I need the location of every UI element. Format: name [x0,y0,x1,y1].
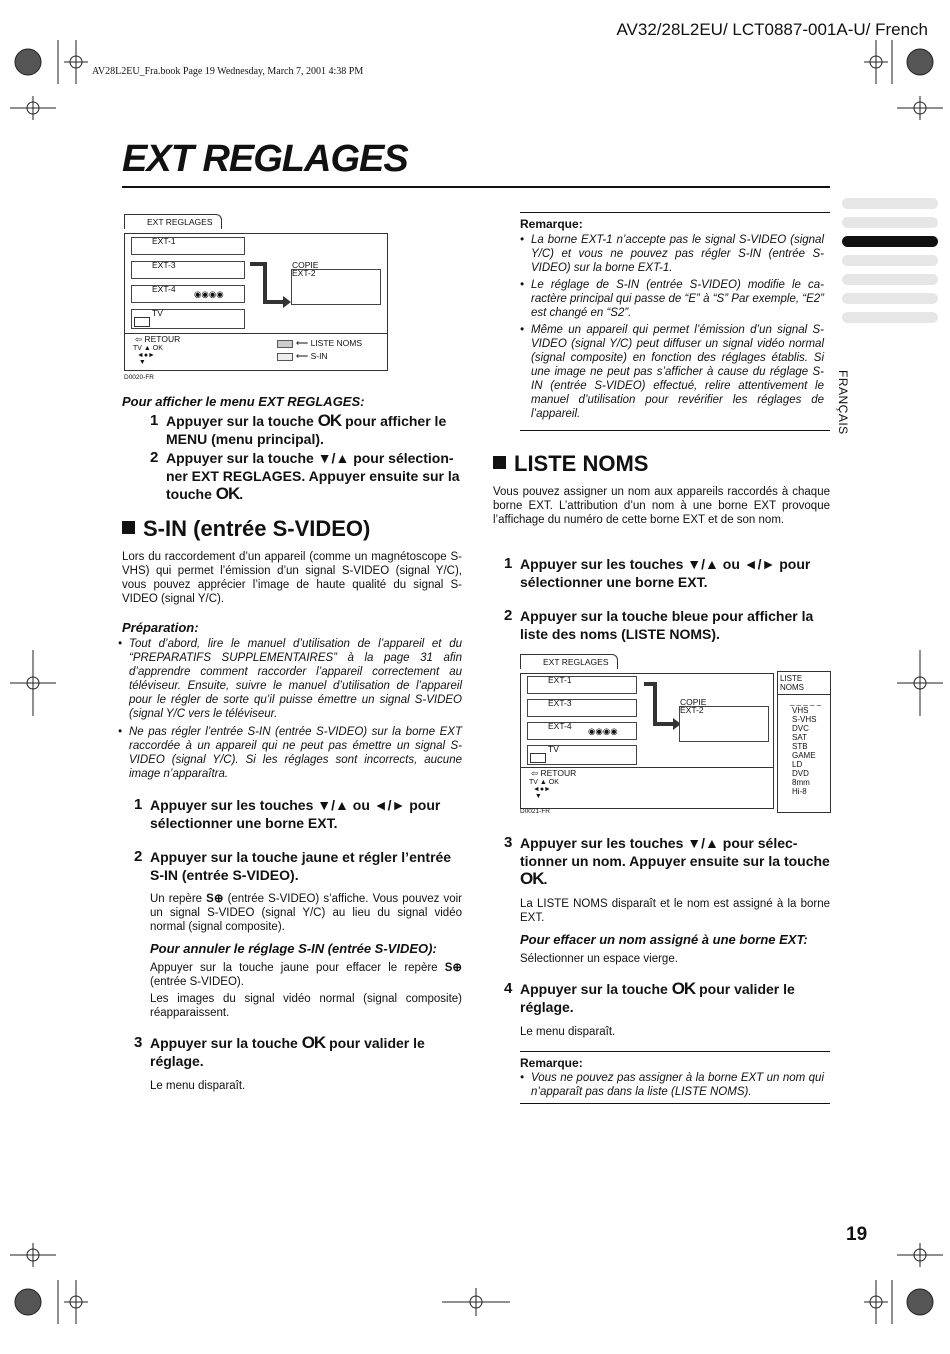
note2-list [520,1071,824,1099]
ok-button-icon: OK [301,1033,326,1052]
intro-heading: Pour afficher le menu EXT REGLAGES: [122,394,365,409]
ok-button-icon: OK [215,484,240,503]
list-item: • Même un appareil qui permet l’émission d’un signal S-VIDEO (signal Y/C) peut diffuser un signal vidéo normal (signal composite) en fonction des réglages établis. Si une image ne peut pas s’afficher à cause du réglage S-IN (entrée S-VIDEO) effectué, relire attentivement le manuel d’utilisation pour revérifier les réglages de l’appareil. [520,323,824,421]
osd-copy-box: COPIE EXT-2 [291,269,381,305]
osd-figure-liste-noms [520,651,832,819]
osd-row-tv: TV [131,309,245,329]
cancel-body-2: Les images du signal vidéo normal (signal composite) réapparaissent. [150,993,462,1019]
osd-row-tv: TV [527,745,637,765]
title-rule [122,186,830,188]
osd-tab [520,654,618,669]
intro-step-2: 2 Appuyer sur la touche ▼/▲ pour sélectionner EXT REGLAGES. Appuyer ensuite sur la touche OK. [150,449,460,503]
osd-row-ext4: EXT-4 ◉◉◉◉ [527,722,637,740]
s-in-step-3: 3 Appuyer sur la touche OK pour valider le réglage. [134,1033,425,1069]
liste-step-1: 1 Appuyer sur les touches ▼/▲ ou ◄/► pour sélectionner une borne EXT. [504,555,811,590]
osd-row-ext1: EXT-1 [131,237,245,255]
language-tab-label: FRANÇAIS [836,370,850,435]
note2-heading: Remarque: [520,1056,583,1070]
tv-icon [134,317,150,327]
remote-keys-icon: TV ▲ OK ◄●► ▼ [133,345,163,366]
side-tab [842,312,938,323]
side-tabs [842,198,938,331]
osd-copy-box: COPIE EXT-2 [679,706,769,742]
legend-liste-noms: ⟵ LISTE NOMS [277,338,362,349]
list-item: • Vous ne pouvez pas assigner à la borne EXT un nom qui n’apparaît pas dans la liste (LISTE NOMS). [520,1071,824,1099]
note-rule-top [520,212,830,213]
figure-code: D0020-FR [124,374,154,381]
list-item: • Ne pas régler l’entrée S-IN (entrée S-VIDEO) sur la borne EXT raccordée à un appareil qui ne peut pas émettre un signal S-VIDEO (signal Y/C). Si les réglages sont incorrects, aucune image n’apparaîtra. [118,725,462,781]
remote-keys-icon: TV ▲ OK ◄●► ▼ [529,779,559,800]
side-tab [842,217,938,228]
note-rule-bottom [520,430,830,431]
osd-row-ext1: EXT-1 [527,676,637,694]
copy-arrow-icon [245,262,295,322]
osd-row-ext4: EXT-4 ◉◉◉◉ [131,285,245,303]
liste-step-4-body: Le menu disparaît. [520,1026,616,1038]
liste-step-3: 3 Appuyer sur les touches ▼/▲ pour sélectionner un nom. Appuyer ensuite sur la touche OK. [504,834,830,888]
liste-noms-item: Hi-8 [792,787,807,796]
intro-step-1: 1 Appuyer sur la touche OK pour afficher le MENU (menu principal). [150,411,447,447]
retour-label: ⇦ RETOUR [135,334,181,344]
liste-noms-item: VHS [792,706,809,715]
legend-s-in: ⟵ S-IN [277,351,328,362]
erase-body: Sélectionner un espace vierge. [520,953,678,965]
side-tab [842,198,938,209]
preparation-list [118,637,462,781]
osd-panel [124,233,388,371]
liste-noms-item: 8mm [792,778,810,787]
liste-noms-item: STB [792,742,808,751]
erase-heading: Pour effacer un nom assigné à une borne EXT: [520,932,808,947]
page-title: EXT REGLAGES [122,138,408,180]
side-tab [842,274,938,285]
list-item: • Le réglage de S-IN (entrée S-VIDEO) modifie le caractère principal qui passe de “E” à “S” Par exemple, “E2” est changé en “S2”. [520,278,824,320]
s-in-step-3-body: Le menu disparaît. [150,1080,246,1092]
section-title-liste-noms: LISTE NOMS [493,451,648,477]
tv-icon [530,753,546,763]
liste-step-4: 4 Appuyer sur la touche OK pour valider le réglage. [504,979,795,1015]
osd-tab-label: EXT REGLAGES [543,657,609,667]
liste-noms-intro: Vous pouvez assigner un nom aux appareils raccordés à chaque borne EXT. L’attribution d’un nom à une borne EXT provoque l’affichage du numéro de cette borne EXT et de son nom. [493,486,830,526]
retour-label: ⇦ RETOUR [531,768,577,778]
liste-step-2: 2 Appuyer sur la touche bleue pour afficher la liste des noms (LISTE NOMS). [504,607,814,642]
liste-noms-item: LD [792,760,803,769]
osd-row-ext3: EXT-3 [527,699,637,717]
side-tab [842,236,938,247]
note-heading: Remarque: [520,217,583,231]
s-in-step-2: 2 Appuyer sur la touche jaune et régler l’entrée S-IN (entrée S-VIDEO). [134,848,452,883]
side-tab [842,255,938,266]
liste-noms-item: S-VHS [792,715,817,724]
liste-noms-item: GAME [792,751,816,760]
osd-panel [520,673,774,809]
list-item: • La borne EXT-1 n’accepte pas le signal S-VIDEO (signal Y/C) et vous ne pouvez pas régler S-IN (entrée S-VIDEO) sur la borne EXT-1. [520,233,824,275]
osd-tab-label: EXT REGLAGES [147,217,213,227]
s-in-step-1: 1 Appuyer sur les touches ▼/▲ ou ◄/► pour sélectionner une borne EXT. [134,796,441,831]
liste-noms-item: DVD [792,769,809,778]
document-reference: AV32/28L2EU/ LCT0887-001A-U/ French [616,20,928,39]
osd-figure-ext-reglages [124,212,388,380]
cancel-body-1: Appuyer sur la touche jaune pour effacer le repère S⊕ (entrée S-VIDEO). [150,962,462,988]
osd-tab [124,214,222,229]
ok-button-icon: OK [317,411,342,430]
s-in-step-2-body: Un repère S⊕ (entrée S-VIDEO) s’affiche. Vous pouvez voir un signal S-VIDEO (signal Y/C) au lieu du signal vidéo normal (signal composite). [150,893,462,933]
section-title-s-in: S-IN (entrée S-VIDEO) [122,516,370,542]
liste-noms-item: DVC [792,724,809,733]
s-video-marker-icon: S⊕ [444,962,462,974]
figure-code: D0021-FR [520,808,550,815]
liste-noms-blank: _ _ _ _ _ [790,697,822,706]
liste-step-3-body: La LISTE NOMS disparaît et le nom est assigné à la borne EXT. [520,898,830,924]
note-list [520,233,824,421]
ok-button-icon: OK [520,869,544,888]
preparation-heading: Préparation: [122,620,199,635]
print-info-line: AV28L2EU_Fra.book Page 19 Wednesday, March 7, 2001 4:38 PM [92,66,364,77]
liste-noms-panel [777,671,831,813]
note2-rule-bottom [520,1103,830,1104]
page-number: 19 [846,1224,868,1245]
liste-noms-item: SAT [792,733,807,742]
osd-row-ext3: EXT-3 [131,261,245,279]
side-tab [842,293,938,304]
list-item: • Tout d’abord, lire le manuel d’utilisation de l’appareil et du “PREPARATIFS SUPPLEMENTAIRES” à la page 31 afin d’apprendre comment raccorder l’appareil correctement au téléviseur. Ensuite, suivre le manuel d’utilisation de l’appareil pour le régler de sorte qu’il puisse émettre un signal S-VIDEO (signal Y/C vers le téléviseur. [118,637,462,721]
liste-noms-items [778,706,830,796]
cancel-heading: Pour annuler le réglage S-IN (entrée S-VIDEO): [150,941,437,956]
s-in-intro: Lors du raccordement d’un appareil (comme un magnétoscope S-VHS) qui permet l’émission d’un signal S-VIDEO (signal Y/C), vous pouvez apprécier l’image de haute qualité du signal S-VIDEO (signal Y/C). [122,551,462,605]
liste-noms-title: LISTE NOMS [778,672,830,695]
note2-rule-top [520,1051,830,1052]
ok-button-icon: OK [671,979,696,998]
s-video-marker-icon: S⊕ [206,893,224,905]
